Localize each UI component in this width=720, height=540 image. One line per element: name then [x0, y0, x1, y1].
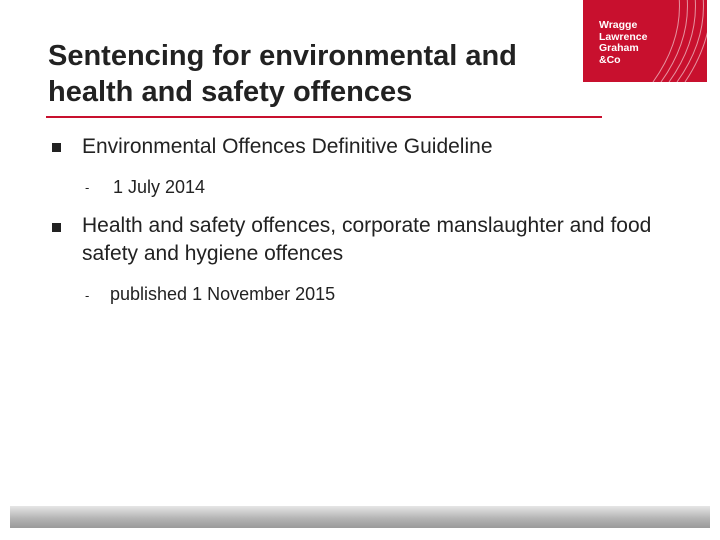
bullet-marker-icon — [52, 143, 61, 152]
logo-wordmark — [599, 20, 679, 66]
logo-line: Wragge — [599, 19, 638, 31]
bullet-marker-icon — [52, 223, 61, 232]
title-divider — [46, 116, 602, 118]
footer-bar — [10, 506, 710, 528]
bullet-item-1: Environmental Offences Definitive Guideline — [82, 135, 493, 158]
logo-line: Graham — [599, 42, 639, 54]
sub-bullet-item-1: 1 July 2014 — [113, 177, 206, 197]
logo-line: &Co — [599, 53, 621, 66]
logo-line: Lawrence — [599, 30, 648, 43]
sub-bullet-marker: - — [85, 288, 90, 303]
slide-title: Sentencing for environmental and health and safety offences — [48, 40, 517, 108]
bullet-item-2: Health and safety offences, corporate manslaughter and food safety and hygiene offences — [82, 214, 652, 265]
brand-logo — [583, 0, 707, 82]
sub-bullet-marker: - — [85, 180, 90, 195]
sub-bullet-item-2: published 1 November 2015 — [110, 284, 336, 304]
